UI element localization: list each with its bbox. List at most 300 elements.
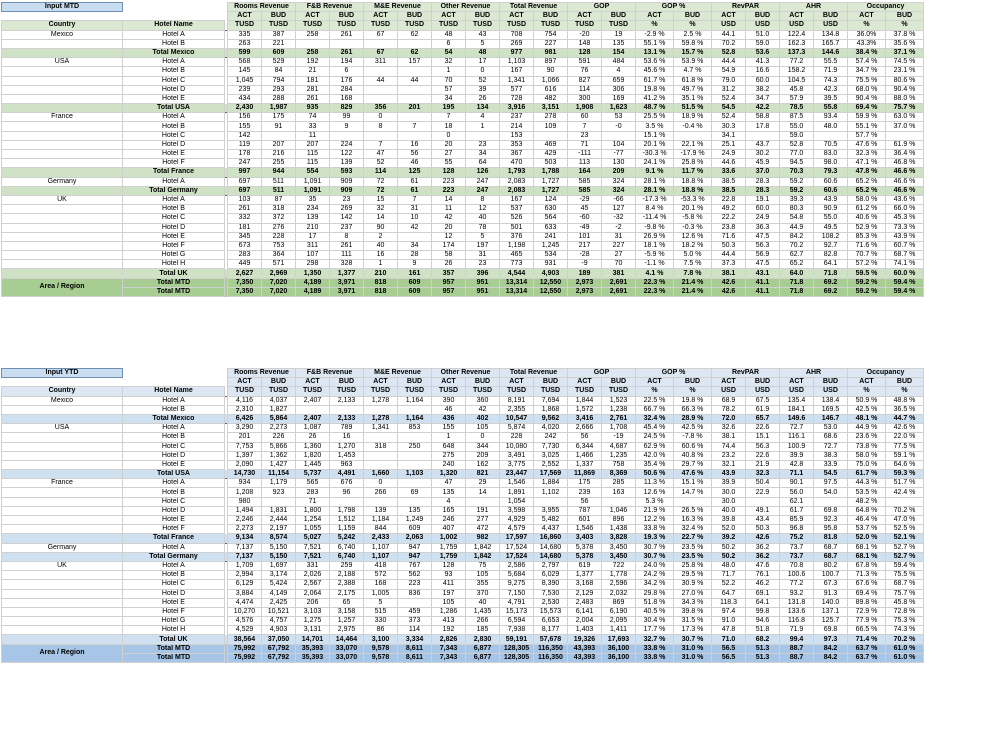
value-cell[interactable]: 585: [568, 186, 602, 195]
value-cell[interactable]: 22.6: [746, 451, 780, 460]
value-cell[interactable]: 1,494: [228, 506, 262, 515]
country-cell[interactable]: [2, 76, 123, 85]
value-cell[interactable]: 55.0: [780, 122, 814, 131]
value-cell[interactable]: 2,425: [262, 598, 296, 607]
value-cell[interactable]: 65.2: [780, 260, 814, 269]
value-cell[interactable]: 35.1 %: [674, 94, 712, 103]
hotel-name-cell[interactable]: Total USA: [123, 470, 225, 479]
value-cell[interactable]: 676: [330, 479, 364, 488]
value-cell[interactable]: 29.7 %: [674, 460, 712, 469]
area-value-cell[interactable]: 36,100: [602, 644, 636, 653]
value-cell[interactable]: 288: [262, 94, 296, 103]
value-cell[interactable]: 39.8: [712, 516, 746, 525]
value-cell[interactable]: [364, 39, 398, 48]
value-cell[interactable]: 4,544: [500, 269, 534, 278]
value-cell[interactable]: 6,129: [228, 580, 262, 589]
value-cell[interactable]: 52.8: [780, 140, 814, 149]
value-cell[interactable]: 91.0: [712, 617, 746, 626]
value-cell[interactable]: 207: [296, 140, 330, 149]
value-cell[interactable]: 16: [330, 433, 364, 442]
value-cell[interactable]: 167: [500, 195, 534, 204]
value-cell[interactable]: 131.8: [780, 598, 814, 607]
area-value-cell[interactable]: 42.6: [712, 287, 746, 296]
value-cell[interactable]: 367: [500, 150, 534, 159]
value-cell[interactable]: 59.1 %: [886, 451, 924, 460]
value-cell[interactable]: 87: [262, 195, 296, 204]
value-cell[interactable]: [398, 85, 432, 94]
value-cell[interactable]: 39.3: [780, 195, 814, 204]
value-cell[interactable]: 50.9 %: [848, 396, 886, 405]
mtd-input-label[interactable]: Input MTD: [2, 3, 123, 12]
value-cell[interactable]: 2,032: [602, 589, 636, 598]
value-cell[interactable]: 134: [466, 104, 500, 113]
value-cell[interactable]: 56.0: [780, 488, 814, 497]
value-cell[interactable]: 8,390: [534, 580, 568, 589]
area-value-cell[interactable]: 6,877: [466, 653, 500, 662]
value-cell[interactable]: 283: [228, 251, 262, 260]
value-cell[interactable]: 7,753: [228, 442, 262, 451]
value-cell[interactable]: 1,054: [500, 497, 534, 506]
value-cell[interactable]: 34: [398, 241, 432, 250]
value-cell[interactable]: 78.2: [712, 405, 746, 414]
value-cell[interactable]: 0: [432, 131, 466, 140]
value-cell[interactable]: 26: [466, 94, 500, 103]
value-cell[interactable]: -7.8 %: [674, 433, 712, 442]
value-cell[interactable]: 91.3: [814, 589, 848, 598]
value-cell[interactable]: 59.0: [780, 131, 814, 140]
value-cell[interactable]: 1,286: [432, 607, 466, 616]
value-cell[interactable]: 107: [296, 251, 330, 260]
value-cell[interactable]: 28: [398, 251, 432, 260]
value-cell[interactable]: 250: [398, 442, 432, 451]
value-cell[interactable]: 51.5 %: [674, 104, 712, 113]
value-cell[interactable]: [262, 497, 296, 506]
value-cell[interactable]: 11.3 %: [636, 479, 674, 488]
value-cell[interactable]: 139: [330, 159, 364, 168]
hotel-name-cell[interactable]: Hotel A: [123, 479, 225, 488]
hotel-name-cell[interactable]: Hotel B: [123, 67, 225, 76]
value-cell[interactable]: 155: [228, 122, 262, 131]
value-cell[interactable]: 59.2: [780, 177, 814, 186]
value-cell[interactable]: 50.6 %: [636, 470, 674, 479]
value-cell[interactable]: 191: [466, 506, 500, 515]
area-value-cell[interactable]: 6,877: [466, 644, 500, 653]
value-cell[interactable]: 30.7 %: [636, 543, 674, 552]
value-cell[interactable]: 53: [602, 113, 636, 122]
value-cell[interactable]: 8,191: [500, 396, 534, 405]
value-cell[interactable]: 15.1: [746, 433, 780, 442]
country-cell[interactable]: [2, 589, 123, 598]
value-cell[interactable]: 46.6 %: [886, 168, 924, 177]
area-value-cell[interactable]: 7,020: [262, 278, 296, 287]
value-cell[interactable]: 52.7 %: [886, 552, 924, 561]
value-cell[interactable]: 1,360: [296, 442, 330, 451]
value-cell[interactable]: 3,168: [568, 580, 602, 589]
value-cell[interactable]: 2,666: [568, 424, 602, 433]
value-cell[interactable]: 3,174: [262, 571, 296, 580]
value-cell[interactable]: -77: [602, 150, 636, 159]
hotel-name-cell[interactable]: Hotel C: [123, 442, 225, 451]
value-cell[interactable]: 65.7: [746, 414, 780, 423]
country-cell[interactable]: [2, 140, 123, 149]
value-cell[interactable]: 15,173: [500, 607, 534, 616]
area-value-cell[interactable]: 59.2 %: [848, 287, 886, 296]
value-cell[interactable]: 31: [398, 205, 432, 214]
value-cell[interactable]: 39.5: [814, 94, 848, 103]
value-cell[interactable]: 38.5: [712, 177, 746, 186]
value-cell[interactable]: 59.5 %: [848, 269, 886, 278]
value-cell[interactable]: 169: [602, 94, 636, 103]
value-cell[interactable]: 2: [364, 232, 398, 241]
value-cell[interactable]: 52.5 %: [886, 525, 924, 534]
value-cell[interactable]: 45: [568, 205, 602, 214]
value-cell[interactable]: 3,916: [500, 104, 534, 113]
value-cell[interactable]: 169.5: [814, 405, 848, 414]
value-cell[interactable]: 44.9: [780, 223, 814, 232]
value-cell[interactable]: 32: [432, 58, 466, 67]
value-cell[interactable]: 6: [330, 67, 364, 76]
value-cell[interactable]: 201: [228, 433, 262, 442]
area-value-cell[interactable]: 128,305: [500, 653, 534, 662]
value-cell[interactable]: 31.2: [712, 85, 746, 94]
value-cell[interactable]: 42.0 %: [636, 451, 674, 460]
value-cell[interactable]: 64.1: [746, 598, 780, 607]
value-cell[interactable]: 12.2 %: [636, 516, 674, 525]
value-cell[interactable]: 2,246: [228, 516, 262, 525]
value-cell[interactable]: 5,864: [262, 414, 296, 423]
value-cell[interactable]: 47.6 %: [848, 140, 886, 149]
value-cell[interactable]: 356: [364, 104, 398, 113]
value-cell[interactable]: 66.0 %: [886, 205, 924, 214]
value-cell[interactable]: -0.3 %: [674, 223, 712, 232]
value-cell[interactable]: 1,164: [398, 396, 432, 405]
hotel-name-cell[interactable]: Total UK: [123, 269, 225, 278]
value-cell[interactable]: 0: [364, 479, 398, 488]
value-cell[interactable]: 71: [296, 497, 330, 506]
value-cell[interactable]: 86: [364, 626, 398, 635]
value-cell[interactable]: 1,278: [364, 396, 398, 405]
value-cell[interactable]: 515: [364, 607, 398, 616]
value-cell[interactable]: 1,868: [534, 405, 568, 414]
country-cell[interactable]: [2, 150, 123, 159]
value-cell[interactable]: 156: [228, 113, 262, 122]
value-cell[interactable]: 2,273: [262, 424, 296, 433]
value-cell[interactable]: 5,424: [262, 580, 296, 589]
value-cell[interactable]: 3,416: [568, 414, 602, 423]
value-cell[interactable]: 54.5: [712, 104, 746, 113]
value-cell[interactable]: 697: [228, 177, 262, 186]
value-cell[interactable]: [814, 497, 848, 506]
value-cell[interactable]: 275: [432, 451, 466, 460]
value-cell[interactable]: 80.6 %: [886, 76, 924, 85]
value-cell[interactable]: 30.0: [712, 488, 746, 497]
area-value-cell[interactable]: 116,350: [534, 644, 568, 653]
value-cell[interactable]: 38.1: [712, 269, 746, 278]
hotel-name-cell[interactable]: Hotel E: [123, 150, 225, 159]
value-cell[interactable]: 3,025: [534, 451, 568, 460]
value-cell[interactable]: 65: [330, 598, 364, 607]
country-cell[interactable]: [2, 451, 123, 460]
value-cell[interactable]: 31: [466, 251, 500, 260]
value-cell[interactable]: 27: [432, 150, 466, 159]
value-cell[interactable]: 19.1: [746, 195, 780, 204]
value-cell[interactable]: 767: [398, 561, 432, 570]
value-cell[interactable]: 55: [432, 159, 466, 168]
area-value-cell[interactable]: 2,973: [568, 278, 602, 287]
area-value-cell[interactable]: 63.7 %: [848, 644, 886, 653]
value-cell[interactable]: 7,521: [296, 543, 330, 552]
value-cell[interactable]: 0: [466, 433, 500, 442]
value-cell[interactable]: 2.5 %: [674, 30, 712, 39]
value-cell[interactable]: 44.9 %: [848, 424, 886, 433]
value-cell[interactable]: 135: [398, 506, 432, 515]
value-cell[interactable]: 269: [330, 205, 364, 214]
value-cell[interactable]: 281: [296, 85, 330, 94]
value-cell[interactable]: 565: [296, 479, 330, 488]
value-cell[interactable]: 4,687: [602, 442, 636, 451]
country-cell[interactable]: USA: [2, 58, 123, 67]
value-cell[interactable]: 562: [398, 571, 432, 580]
value-cell[interactable]: 42.5 %: [674, 424, 712, 433]
value-cell[interactable]: 37.0 %: [886, 122, 924, 131]
value-cell[interactable]: 181: [296, 76, 330, 85]
value-cell[interactable]: 41.2 %: [636, 94, 674, 103]
value-cell[interactable]: 116.1: [780, 433, 814, 442]
value-cell[interactable]: 52: [364, 159, 398, 168]
value-cell[interactable]: 61.7 %: [848, 470, 886, 479]
value-cell[interactable]: 2,483: [568, 598, 602, 607]
country-cell[interactable]: France: [2, 113, 123, 122]
value-cell[interactable]: 68.1 %: [848, 552, 886, 561]
area-value-cell[interactable]: 88.7: [780, 653, 814, 662]
value-cell[interactable]: 465: [500, 251, 534, 260]
value-cell[interactable]: 162: [466, 460, 500, 469]
area-value-cell[interactable]: 43,393: [568, 653, 602, 662]
value-cell[interactable]: 72: [364, 186, 398, 195]
value-cell[interactable]: [466, 497, 500, 506]
value-cell[interactable]: 284: [330, 85, 364, 94]
value-cell[interactable]: 1,411: [602, 626, 636, 635]
value-cell[interactable]: 20: [432, 223, 466, 232]
value-cell[interactable]: 261: [330, 241, 364, 250]
value-cell[interactable]: 71: [568, 140, 602, 149]
value-cell[interactable]: 22.6: [746, 424, 780, 433]
hotel-name-cell[interactable]: Hotel F: [123, 159, 225, 168]
value-cell[interactable]: 836: [398, 589, 432, 598]
value-cell[interactable]: 4,037: [262, 396, 296, 405]
value-cell[interactable]: 2,530: [534, 598, 568, 607]
value-cell[interactable]: [746, 131, 780, 140]
value-cell[interactable]: 68.2: [746, 635, 780, 644]
value-cell[interactable]: 9,562: [534, 414, 568, 423]
value-cell[interactable]: 269: [500, 39, 534, 48]
value-cell[interactable]: 311: [364, 58, 398, 67]
value-cell[interactable]: 47.5: [746, 232, 780, 241]
value-cell[interactable]: 165.7: [814, 39, 848, 48]
value-cell[interactable]: 234: [296, 205, 330, 214]
country-cell[interactable]: [2, 626, 123, 635]
value-cell[interactable]: 242: [534, 433, 568, 442]
value-cell[interactable]: 844: [364, 525, 398, 534]
value-cell[interactable]: [534, 131, 568, 140]
value-cell[interactable]: 12.6 %: [674, 232, 712, 241]
value-cell[interactable]: 105: [466, 571, 500, 580]
value-cell[interactable]: 728: [500, 94, 534, 103]
hotel-name-cell[interactable]: Hotel B: [123, 405, 225, 414]
area-value-cell[interactable]: 2,691: [602, 278, 636, 287]
value-cell[interactable]: 909: [330, 186, 364, 195]
value-cell[interactable]: 94.6: [746, 617, 780, 626]
value-cell[interactable]: 3,955: [534, 506, 568, 515]
value-cell[interactable]: 469: [534, 140, 568, 149]
value-cell[interactable]: 67.8 %: [848, 561, 886, 570]
value-cell[interactable]: 1: [466, 122, 500, 131]
area-value-cell[interactable]: 84.2: [814, 644, 848, 653]
hotel-name-cell[interactable]: Hotel D: [123, 506, 225, 515]
value-cell[interactable]: 787: [568, 506, 602, 515]
value-cell[interactable]: 69.8: [814, 626, 848, 635]
value-cell[interactable]: 300: [568, 94, 602, 103]
value-cell[interactable]: 1,091: [296, 177, 330, 186]
value-cell[interactable]: 49.2: [712, 205, 746, 214]
value-cell[interactable]: 43.3%: [848, 39, 886, 48]
value-cell[interactable]: 2,310: [228, 405, 262, 414]
value-cell[interactable]: 1,884: [534, 479, 568, 488]
value-cell[interactable]: [466, 131, 500, 140]
value-cell[interactable]: -111: [568, 150, 602, 159]
value-cell[interactable]: 17,569: [534, 470, 568, 479]
value-cell[interactable]: 42: [466, 405, 500, 414]
area-value-cell[interactable]: 63.7 %: [848, 653, 886, 662]
value-cell[interactable]: 97.5: [814, 479, 848, 488]
value-cell[interactable]: 70.5: [814, 140, 848, 149]
value-cell[interactable]: 77.9 %: [848, 617, 886, 626]
value-cell[interactable]: 1,002: [432, 534, 466, 543]
value-cell[interactable]: 99.4: [780, 635, 814, 644]
value-cell[interactable]: 50.4: [746, 479, 780, 488]
value-cell[interactable]: 52.4: [712, 94, 746, 103]
value-cell[interactable]: 40: [466, 598, 500, 607]
value-cell[interactable]: 572: [364, 571, 398, 580]
value-cell[interactable]: 36.0%: [848, 30, 886, 39]
value-cell[interactable]: 1,546: [500, 479, 534, 488]
area-value-cell[interactable]: 8,611: [398, 653, 432, 662]
value-cell[interactable]: -30.3 %: [636, 150, 674, 159]
value-cell[interactable]: 75: [466, 561, 500, 570]
value-cell[interactable]: -49: [568, 223, 602, 232]
value-cell[interactable]: 82.8: [814, 251, 848, 260]
country-cell[interactable]: [2, 525, 123, 534]
country-cell[interactable]: [2, 442, 123, 451]
value-cell[interactable]: 8.4 %: [636, 205, 674, 214]
area-value-cell[interactable]: 59.4 %: [886, 278, 924, 287]
country-cell[interactable]: [2, 104, 123, 113]
value-cell[interactable]: 32.1: [712, 460, 746, 469]
value-cell[interactable]: 3,158: [330, 607, 364, 616]
country-cell[interactable]: [2, 205, 123, 214]
value-cell[interactable]: 2,586: [500, 561, 534, 570]
value-cell[interactable]: 318: [364, 442, 398, 451]
area-value-cell[interactable]: 61.0 %: [886, 653, 924, 662]
value-cell[interactable]: 10,521: [262, 607, 296, 616]
value-cell[interactable]: [398, 497, 432, 506]
country-cell[interactable]: Mexico: [2, 396, 123, 405]
value-cell[interactable]: 57.2 %: [848, 260, 886, 269]
value-cell[interactable]: 101: [568, 232, 602, 241]
value-cell[interactable]: 67.5: [746, 396, 780, 405]
value-cell[interactable]: 185: [466, 626, 500, 635]
value-cell[interactable]: 40: [466, 214, 500, 223]
value-cell[interactable]: 3,491: [500, 451, 534, 460]
value-cell[interactable]: 8: [330, 232, 364, 241]
value-cell[interactable]: 71.1: [780, 470, 814, 479]
value-cell[interactable]: -53.3 %: [674, 195, 712, 204]
value-cell[interactable]: 1,788: [534, 168, 568, 177]
value-cell[interactable]: 17: [466, 58, 500, 67]
value-cell[interactable]: 108.2: [814, 232, 848, 241]
value-cell[interactable]: 80.3: [780, 205, 814, 214]
value-cell[interactable]: 3,775: [500, 460, 534, 469]
value-cell[interactable]: 168: [330, 94, 364, 103]
country-cell[interactable]: [2, 534, 123, 543]
value-cell[interactable]: 69: [398, 488, 432, 497]
area-value-cell[interactable]: 59.4 %: [886, 287, 924, 296]
value-cell[interactable]: 25.5 %: [636, 113, 674, 122]
value-cell[interactable]: 6,740: [330, 552, 364, 561]
value-cell[interactable]: 68.9: [712, 396, 746, 405]
value-cell[interactable]: 54: [432, 48, 466, 57]
value-cell[interactable]: 43.9 %: [886, 232, 924, 241]
value-cell[interactable]: -32: [602, 214, 636, 223]
value-cell[interactable]: 16: [398, 140, 432, 149]
value-cell[interactable]: 633: [534, 223, 568, 232]
value-cell[interactable]: 6,740: [330, 543, 364, 552]
country-cell[interactable]: [2, 497, 123, 506]
value-cell[interactable]: 1,842: [466, 543, 500, 552]
value-cell[interactable]: 72.7: [780, 424, 814, 433]
value-cell[interactable]: 1: [432, 433, 466, 442]
value-cell[interactable]: 47.8: [712, 626, 746, 635]
value-cell[interactable]: 7,137: [228, 552, 262, 561]
value-cell[interactable]: -17.9 %: [674, 150, 712, 159]
value-cell[interactable]: 8: [466, 195, 500, 204]
value-cell[interactable]: 56: [568, 497, 602, 506]
value-cell[interactable]: 90: [534, 67, 568, 76]
value-cell[interactable]: -0: [602, 122, 636, 131]
hotel-name-cell[interactable]: Hotel A: [123, 58, 225, 67]
value-cell[interactable]: 164: [568, 168, 602, 177]
country-cell[interactable]: USA: [2, 424, 123, 433]
value-cell[interactable]: 1,759: [432, 543, 466, 552]
value-cell[interactable]: 93.2: [780, 589, 814, 598]
value-cell[interactable]: 47.0 %: [886, 516, 924, 525]
area-value-cell[interactable]: 56.5: [712, 644, 746, 653]
area-value-cell[interactable]: 42.6: [712, 278, 746, 287]
value-cell[interactable]: 12.6 %: [636, 488, 674, 497]
hotel-name-cell[interactable]: Total France: [123, 534, 225, 543]
value-cell[interactable]: 5,378: [568, 543, 602, 552]
value-cell[interactable]: 17,597: [500, 534, 534, 543]
value-cell[interactable]: 40.6 %: [848, 214, 886, 223]
value-cell[interactable]: 381: [602, 269, 636, 278]
value-cell[interactable]: 44.4: [712, 58, 746, 67]
value-cell[interactable]: 87.5: [780, 113, 814, 122]
area-value-cell[interactable]: 818: [364, 278, 398, 287]
value-cell[interactable]: 697: [228, 186, 262, 195]
area-value-cell[interactable]: 3,971: [330, 278, 364, 287]
value-cell[interactable]: [398, 460, 432, 469]
hotel-name-cell[interactable]: Hotel C: [123, 580, 225, 589]
